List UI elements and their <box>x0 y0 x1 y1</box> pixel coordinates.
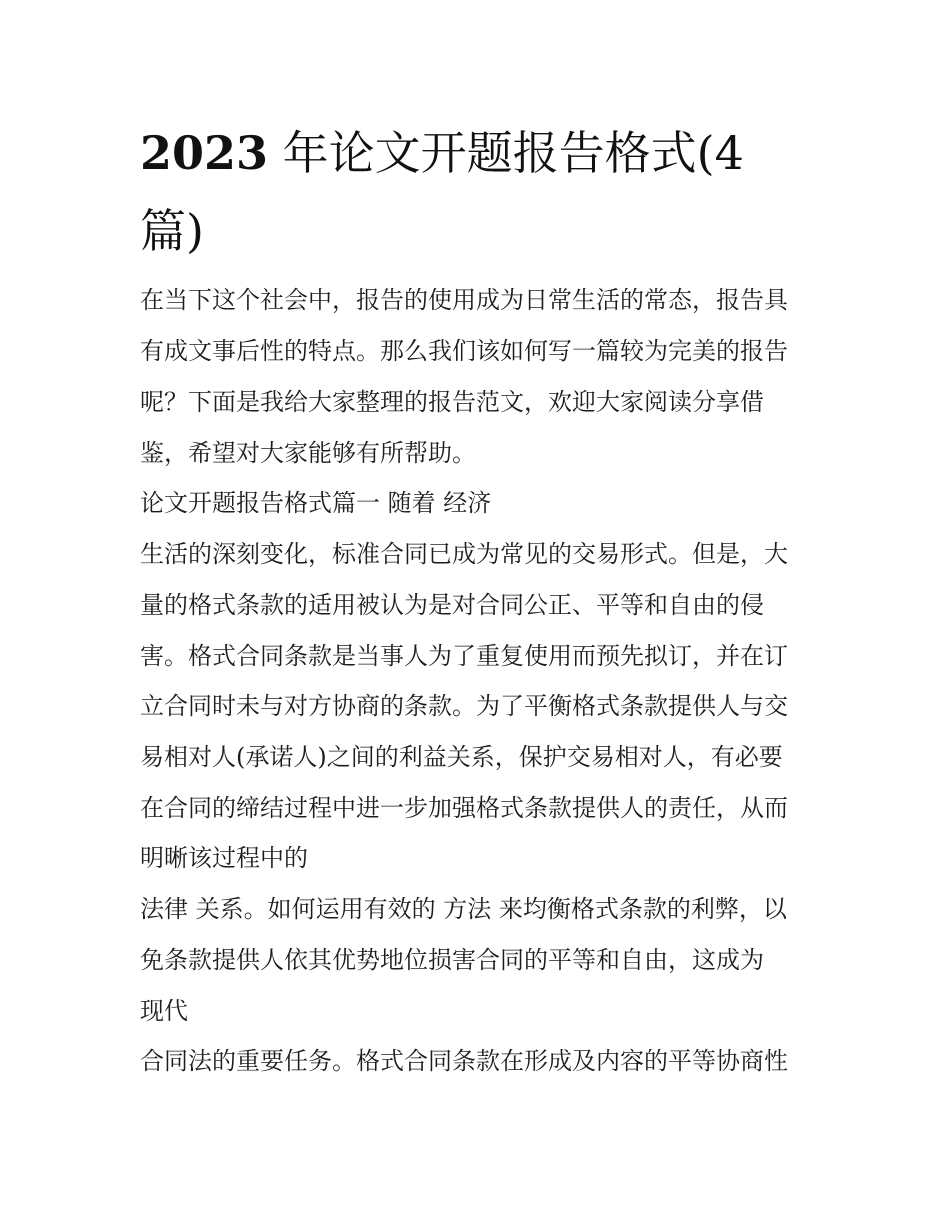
body-line: 合同法的重要任务。格式合同条款在形成及内容的平等协商性 <box>140 1047 788 1075</box>
body-line: 害。格式合同条款是当事人为了重复使用而预先拟订，并在订 <box>140 642 788 670</box>
section-heading-line: 论文开题报告格式篇一 随着 经济 <box>140 489 492 517</box>
intro-line: 鉴，希望对大家能够有所帮助。 <box>140 439 476 467</box>
intro-line: 在当下这个社会中，报告的使用成为日常生活的常态，报告具 <box>140 286 788 314</box>
body-line: 免条款提供人依其优势地位损害合同的平等和自由，这成为 <box>140 946 764 974</box>
title-text-continued: 篇) <box>140 204 204 258</box>
title-line-2 <box>140 192 820 270</box>
body-line: 在合同的缔结过程中进一步加强格式条款提供人的责任，从而 <box>140 794 788 822</box>
body-line: 明晰该过程中的 <box>140 844 308 872</box>
intro-line: 呢？下面是我给大家整理的报告范文，欢迎大家阅读分享借 <box>140 388 764 416</box>
intro-line: 有成文事后性的特点。那么我们该如何写一篇较为完美的报告 <box>140 337 788 365</box>
title-line-1 <box>140 114 820 192</box>
document-title <box>140 114 820 270</box>
title-text: 年论文开题报告格式(4 <box>268 126 744 180</box>
body-line: 立合同时未与对方协商的条款。为了平衡格式条款提供人与交 <box>140 692 788 720</box>
body-line: 量的格式条款的适用被认为是对合同公正、平等和自由的侵 <box>140 591 764 619</box>
body-line: 易相对人(承诺人)之间的利益关系，保护交易相对人，有必要 <box>140 743 783 771</box>
body-line: 生活的深刻变化，标准合同已成为常见的交易形式。但是，大 <box>140 540 788 568</box>
body-line: 现代 <box>140 997 188 1025</box>
body-line: 法律 关系。如何运用有效的 方法 来均衡格式条款的利弊，以 <box>140 895 787 923</box>
title-year: 2023 <box>140 126 269 180</box>
